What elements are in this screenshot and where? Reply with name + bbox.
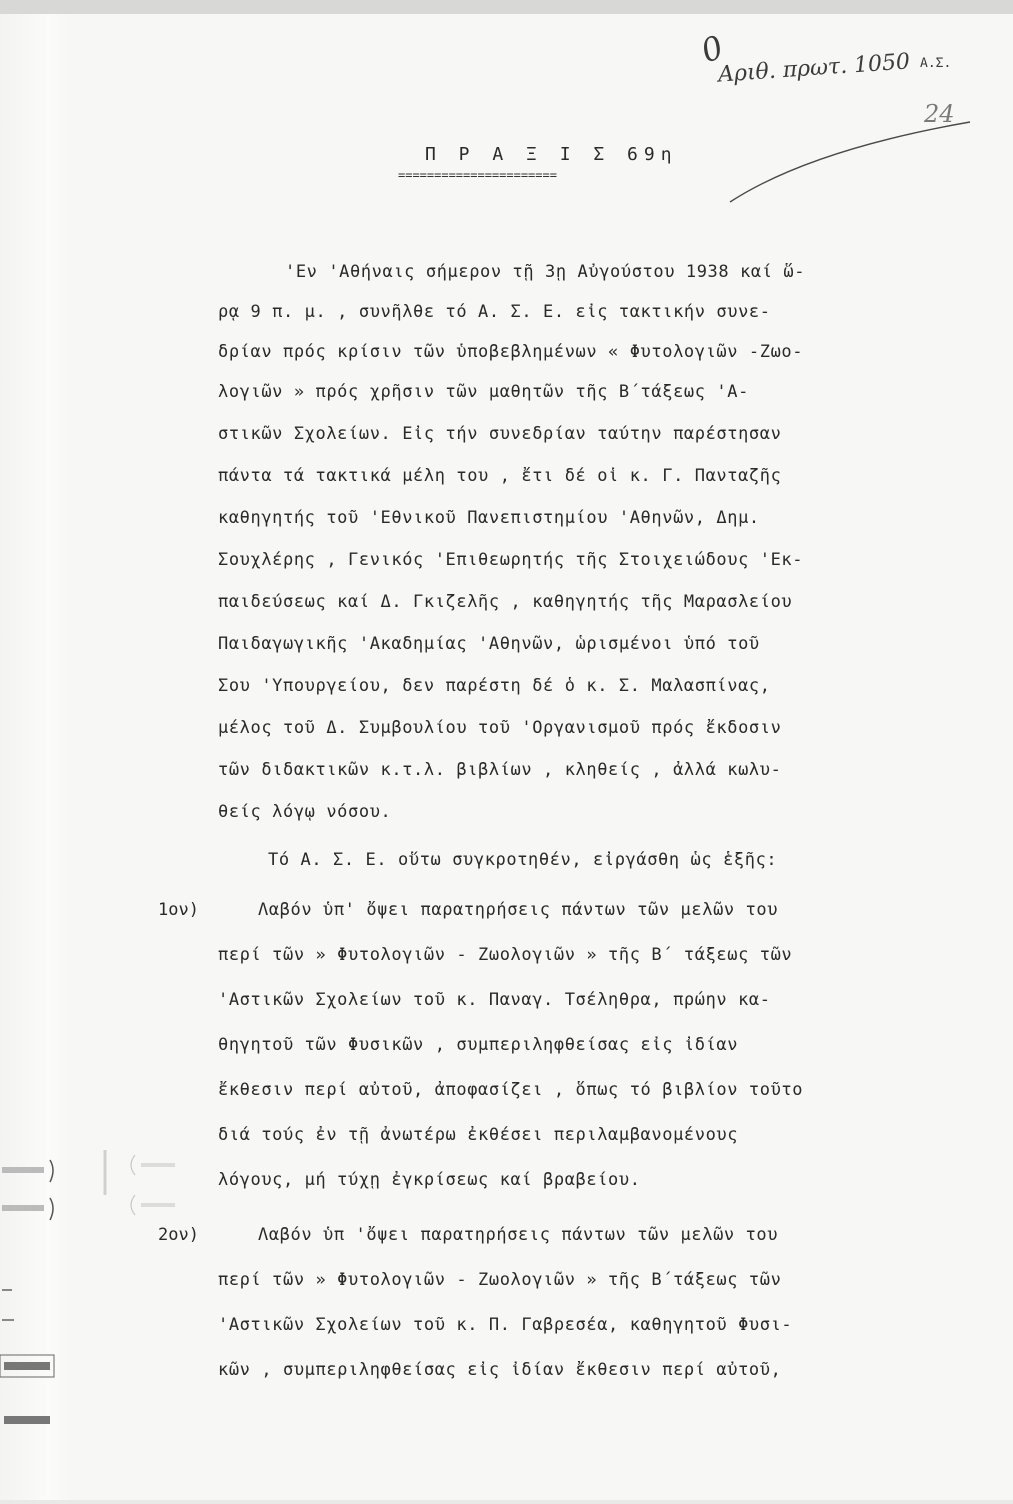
text-line: Λαβόν ὑπ 'ὄψει παρατηρήσεις πάντων τῶν μελῶν του (258, 1225, 779, 1245)
text-line: Σουχλέρης , Γενικός 'Επιθεωρητής τῆς Στοιχειώδους 'Εκ- (218, 550, 804, 570)
item-number: 1ον) (158, 900, 199, 920)
faint-stamp-marks-small (95, 1145, 125, 1205)
text-line: περί τῶν » Φυτολογιῶν - Ζωολογιῶν » τῆς Β΄ τάξεως τῶν (218, 945, 793, 965)
handwritten-protocol-number: Αριθ. πρωτ. 1050 (717, 49, 911, 88)
text-line: ρᾳ 9 π. μ. , συνῆλθε τό Α. Σ. Ε. εἰς τακτικήν συνε- (218, 302, 771, 322)
text-line: Σου 'Υπουργείου, δεν παρέστη δέ ὁ κ. Σ. Μαλασπίνας, (218, 676, 771, 696)
text-line: μέλος τοῦ Δ. Συμβουλίου τοῦ 'Οργανισμοῦ πρός ἔκδοσιν (218, 718, 782, 738)
scanner-top-edge (0, 0, 1013, 14)
text-line: Λαβόν ὑπ' ὄψει παρατηρήσεις πάντων τῶν μελῶν του (258, 900, 779, 920)
text-line: κῶν , συμπεριληφθείσας εἰς ἰδίαν ἔκθεσιν περί αὐτοῦ, (218, 1360, 782, 1380)
text-line: λογιῶν » πρός χρῆσιν τῶν μαθητῶν τῆς Β΄τάξεως 'Α- (218, 382, 749, 402)
handwritten-page-number: 24 (924, 100, 955, 128)
text-line: 'Εν 'Αθήναις σήμερον τῇ 3ῃ Αὐγούστου 1938 καί ὥ- (285, 262, 806, 282)
text-line: στικῶν Σχολείων. Εἰς τήν συνεδρίαν ταύτην παρέστησαν (218, 424, 782, 444)
text-line: Τό Α. Σ. Ε. οὕτω συγκροτηθέν, εἰργάσθη ὡς ἑξῆς: (268, 850, 778, 870)
facing-page-stamp-fragment (0, 1150, 58, 1500)
text-line: 'Αστικῶν Σχολείων τοῦ κ. Π. Γαβρεσέα, καθηγητοῦ Φυσι- (218, 1315, 793, 1335)
handwritten-mark: 0 (696, 27, 729, 71)
text-line: παιδεύσεως καί Δ. Γκιζελῆς , καθηγητής τῆς Μαρασλείου (218, 592, 793, 612)
text-line: ἔκθεσιν περί αὐτοῦ, ἀποφασίζει , ὅπως τό βιβλίον τοῦτο (218, 1080, 804, 1100)
typed-as-mark: Α.Σ. (920, 56, 952, 71)
text-line: λόγους, μή τύχῃ ἐγκρίσεως καί βραβείου. (218, 1170, 641, 1190)
title-underline: ====================== (398, 168, 557, 182)
facing-page-bleed (0, 1150, 58, 1500)
text-line: θηγητοῦ τῶν Φυσικῶν , συμπεριληφθείσας εἰς ἰδίαν (218, 1035, 739, 1055)
text-line: πάντα τά τακτικά μέλη του , ἔτι δέ οἱ κ. Γ. Πανταζῆς (218, 466, 782, 486)
handwritten-stroke (720, 110, 980, 210)
text-line: διά τούς ἐν τῇ ἀνωτέρω ἐκθέσει περιλαμβανομένους (218, 1125, 739, 1145)
text-line: καθηγητής τοῦ 'Εθνικοῦ Πανεπιστημίου 'Αθηνῶν, Δημ. (218, 508, 760, 528)
text-line: θείς λόγῳ νόσου. (218, 802, 392, 822)
text-line: 'Αστικῶν Σχολείων τοῦ κ. Παναγ. Τσέληθρα, πρώην κα- (218, 990, 771, 1010)
document-title: Π Ρ Α Ξ Ι Σ 69η (425, 144, 678, 165)
text-line: περί τῶν » Φυτολογιῶν - Ζωολογιῶν » τῆς Β΄τάξεως τῶν (218, 1270, 782, 1290)
item-number: 2ον) (158, 1225, 199, 1245)
text-line: Παιδαγωγικῆς 'Ακαδημίας 'Αθηνῶν, ὡρισμένοι ὑπό τοῦ (218, 634, 760, 654)
text-line: τῶν διδακτικῶν κ.τ.λ. βιβλίων , κληθείς , ἀλλά κωλυ- (218, 760, 782, 780)
text-line: δρίαν πρός κρίσιν τῶν ὑποβεβλημένων « Φυτολογιῶν -Ζωο- (218, 342, 804, 362)
